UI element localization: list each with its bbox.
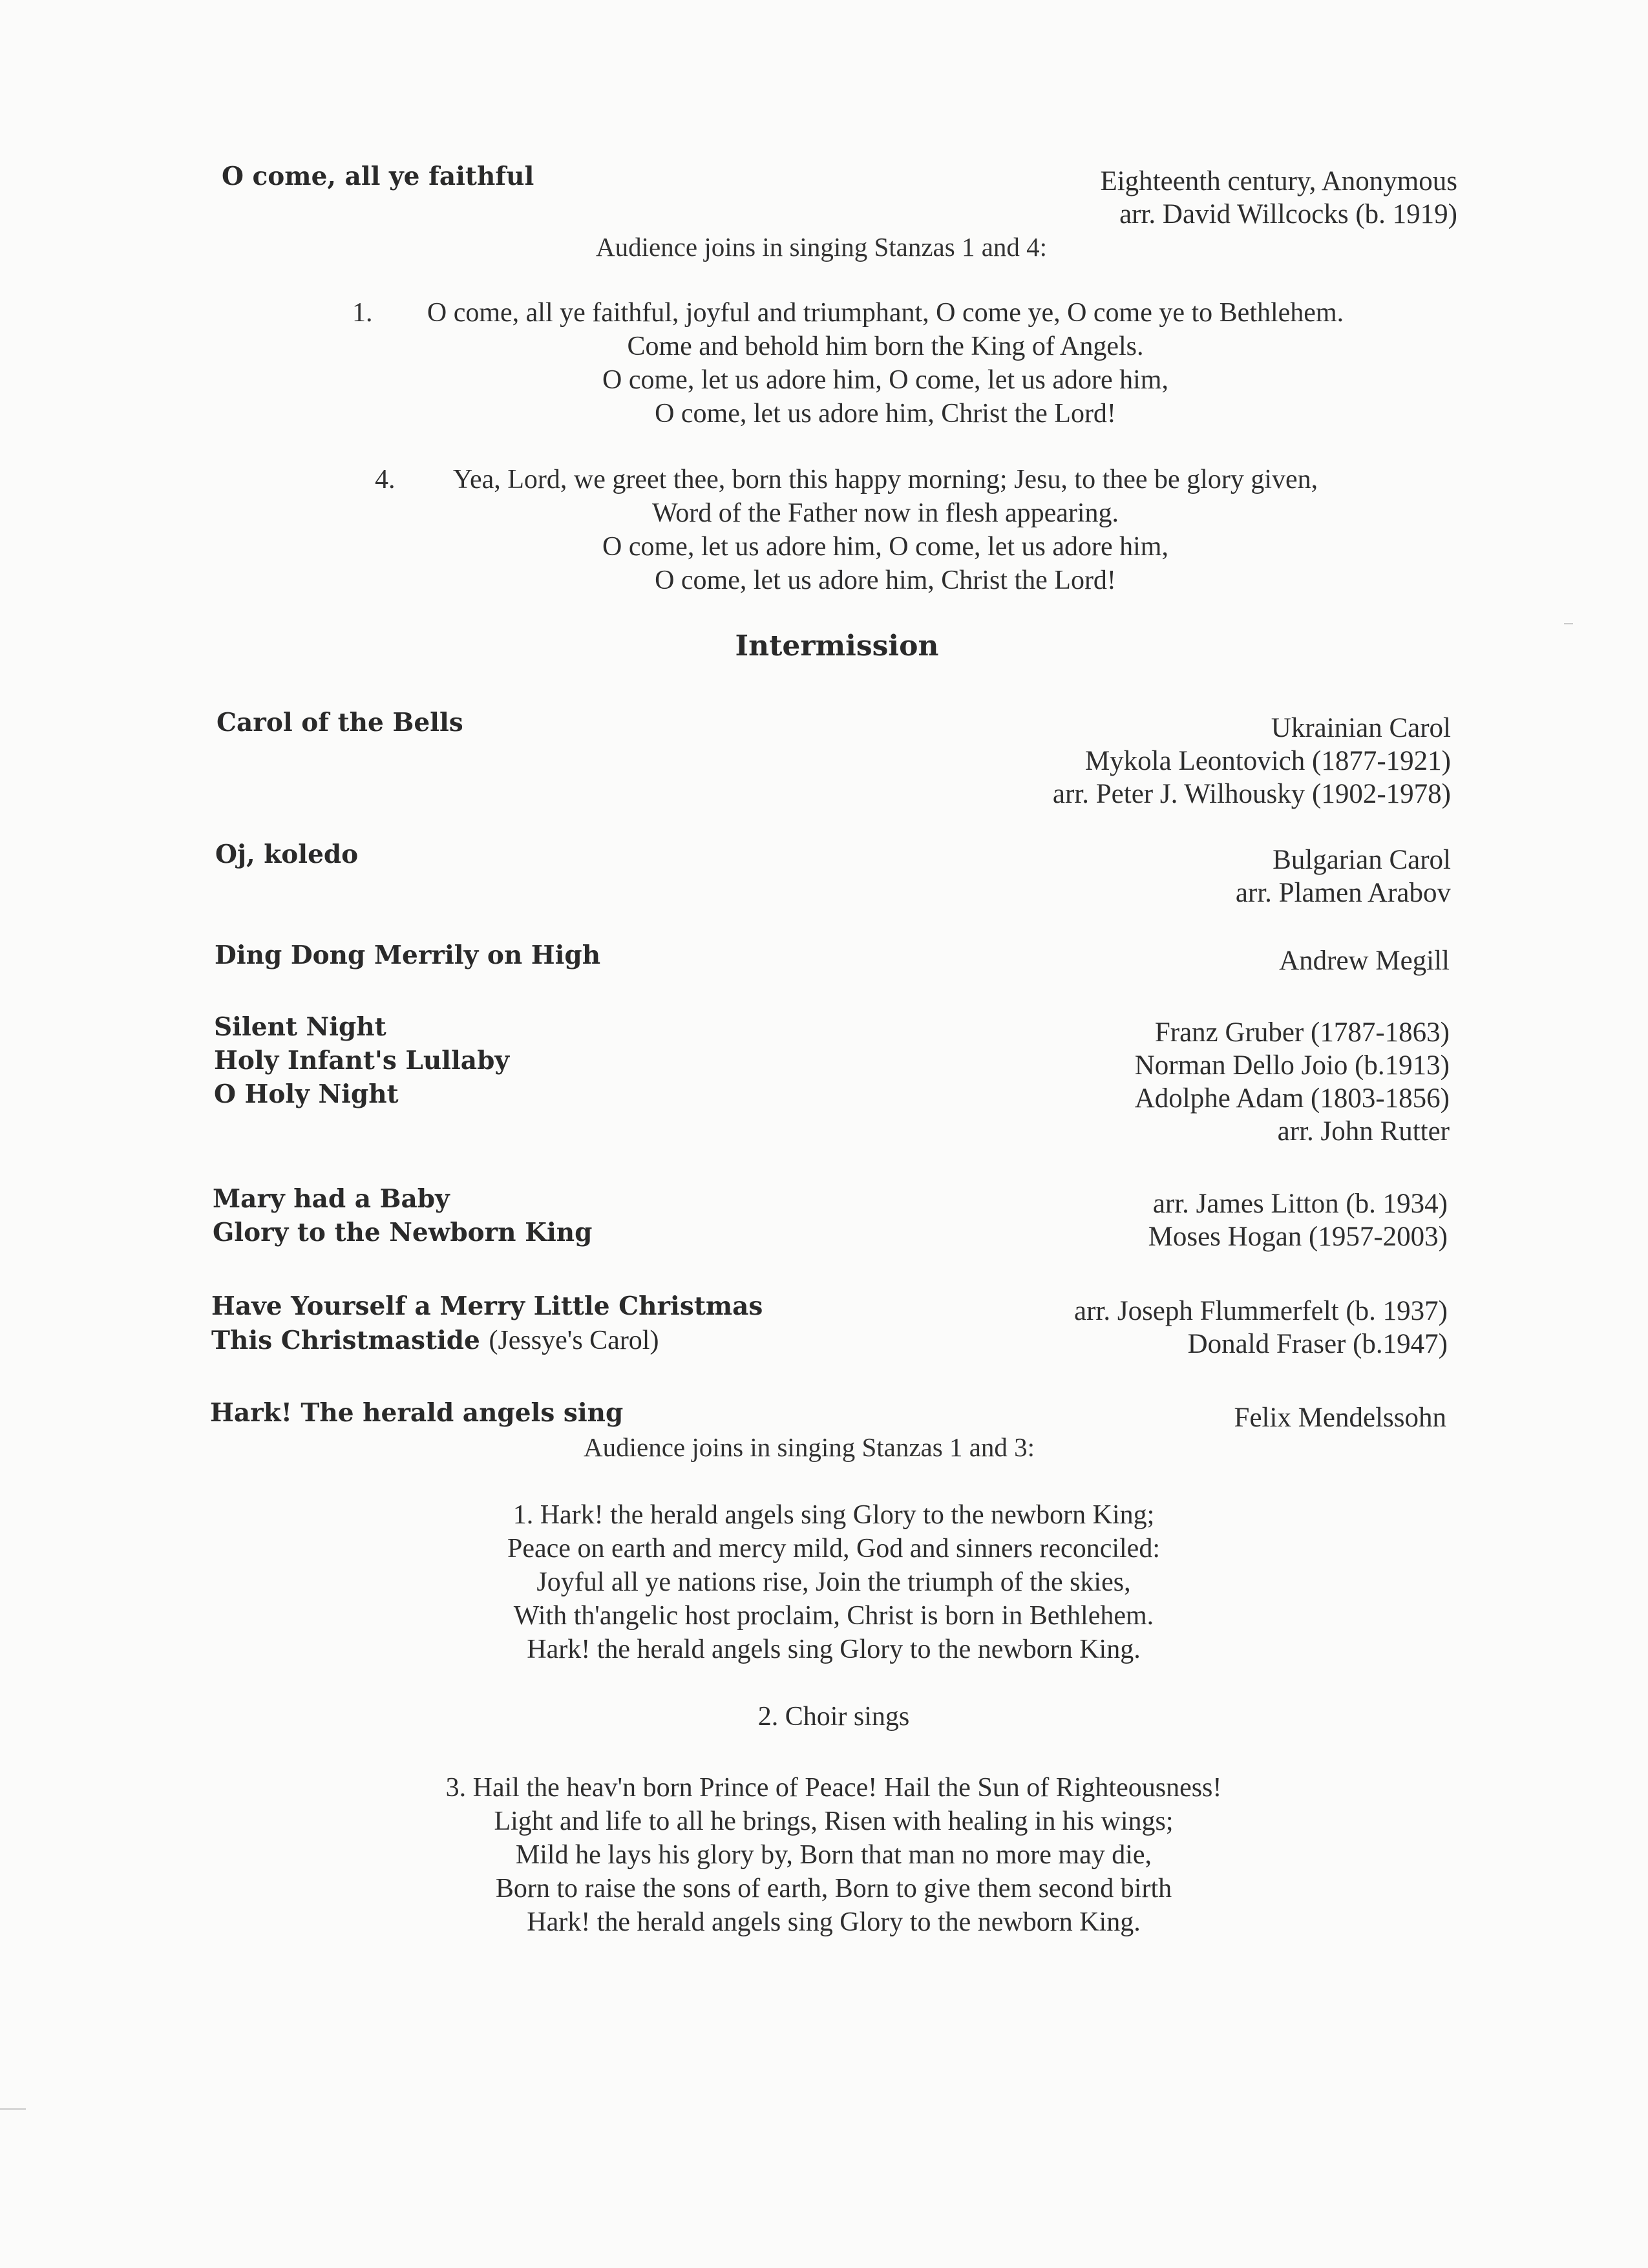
piece-credit: arr. Joseph Flummerfelt (b. 1937) bbox=[1073, 1296, 1448, 1326]
stanza-line: Light and life to all he brings, Risen with healing in his wings; bbox=[494, 1807, 1174, 1836]
piece-credit: Norman Dello Joio (b.1913) bbox=[1134, 1050, 1450, 1081]
stanza-line: Word of the Father now in flesh appearing. bbox=[651, 498, 1119, 528]
piece-credit: Adolphe Adam (1803-1856) bbox=[1134, 1083, 1450, 1114]
piece-credit: Moses Hogan (1957-2003) bbox=[1148, 1222, 1448, 1252]
piece-credit: arr. David Willcocks (b. 1919) bbox=[1119, 199, 1457, 229]
stanza-line: O come, let us adore him, O come, let us adore him, bbox=[602, 532, 1168, 562]
piece-credit: arr. Plamen Arabov bbox=[1235, 878, 1451, 908]
stanza-line: Peace on earth and mercy mild, God and sinners reconciled: bbox=[507, 1534, 1160, 1563]
piece-credit: arr. John Rutter bbox=[1277, 1116, 1450, 1147]
stanza-line: O come, let us adore him, Christ the Lord! bbox=[655, 399, 1116, 429]
stanza-line: Hark! the herald angels sing Glory to the newborn King. bbox=[527, 1907, 1141, 1937]
piece-credit: Mykola Leontovich (1877-1921) bbox=[1084, 746, 1451, 776]
stanza-line: Yea, Lord, we greet thee, born this happy morning; Jesu, to thee be glory given, bbox=[452, 465, 1318, 494]
stanza-line: Joyful all ye nations rise, Join the triumph of the skies, bbox=[536, 1567, 1131, 1597]
piece-credit: Andrew Megill bbox=[1279, 946, 1450, 976]
piece-title: Hark! The herald angels sing bbox=[210, 1398, 624, 1428]
stanza-line: 1. Hark! the herald angels sing Glory to the newborn King; bbox=[512, 1500, 1155, 1530]
piece-title: Oj, koledo bbox=[215, 840, 359, 869]
scan-artifact bbox=[0, 2108, 26, 2110]
stanza bbox=[420, 463, 1351, 597]
stanza-line: O come, all ye faithful, joyful and triumphant, O come ye, O come ye to Bethlehem. bbox=[427, 298, 1344, 328]
piece-credit: Felix Mendelssohn bbox=[1234, 1403, 1446, 1433]
piece-title: O come, all ye faithful bbox=[222, 162, 534, 191]
stanza-number: 1. bbox=[352, 298, 373, 328]
audience-note: Audience joins in singing Stanzas 1 and 4: bbox=[596, 232, 1048, 262]
piece-title-suffix: (Jessye's Carol) bbox=[489, 1326, 659, 1355]
stanza-line: O come, let us adore him, O come, let us adore him, bbox=[602, 365, 1168, 395]
piece-title: Ding Dong Merrily on High bbox=[215, 940, 601, 970]
stanza-line: Born to raise the sons of earth, Born to give them second birth bbox=[495, 1874, 1172, 1903]
stanza-line: Mild he lays his glory by, Born that man no more may die, bbox=[515, 1840, 1152, 1870]
piece-credit: arr. James Litton (b. 1934) bbox=[1152, 1189, 1448, 1219]
piece-credit: Eighteenth century, Anonymous bbox=[1100, 166, 1457, 196]
audience-note: Audience joins in singing Stanzas 1 and 3: bbox=[584, 1432, 1035, 1462]
intermission-heading: Intermission bbox=[735, 630, 939, 662]
stanza-line: O come, let us adore him, Christ the Lord! bbox=[655, 566, 1116, 595]
stanza-line: With th'angelic host proclaim, Christ is born in Bethlehem. bbox=[513, 1601, 1154, 1631]
piece-title: Holy Infant's Lullaby bbox=[214, 1046, 510, 1076]
stanza bbox=[446, 1498, 1221, 1666]
piece-title: O Holy Night bbox=[214, 1079, 399, 1109]
scan-artifact bbox=[1564, 623, 1573, 624]
stanza-number: 4. bbox=[375, 465, 396, 494]
stanza-line: 3. Hail the heav'n born Prince of Peace! Hail the Sun of Righteousness! bbox=[445, 1773, 1222, 1803]
stanza-line: Hark! the herald angels sing Glory to the newborn King. bbox=[527, 1635, 1141, 1664]
piece-credit: Ukrainian Carol bbox=[1271, 713, 1451, 743]
piece-credit: arr. Peter J. Wilhousky (1902-1978) bbox=[1052, 779, 1451, 809]
piece-title: Glory to the Newborn King bbox=[213, 1218, 593, 1247]
piece-credit: Bulgarian Carol bbox=[1273, 845, 1451, 875]
piece-title: Mary had a Baby bbox=[213, 1184, 450, 1214]
piece-title: Have Yourself a Merry Little Christmas bbox=[211, 1291, 763, 1321]
piece-credit: Franz Gruber (1787-1863) bbox=[1154, 1017, 1450, 1048]
stanza bbox=[381, 1771, 1286, 1939]
piece-title: Silent Night bbox=[214, 1012, 386, 1042]
stanza-line: 2. Choir sings bbox=[757, 1702, 910, 1732]
stanza-line: Come and behold him born the King of Angels. bbox=[627, 332, 1144, 361]
stanza bbox=[640, 1700, 1028, 1733]
piece-credit: Donald Fraser (b.1947) bbox=[1187, 1329, 1448, 1359]
stanza bbox=[401, 296, 1370, 430]
piece-title-main: This Christmastide bbox=[211, 1326, 480, 1355]
piece-title bbox=[211, 1325, 659, 1356]
piece-title: Carol of the Bells bbox=[217, 708, 463, 737]
